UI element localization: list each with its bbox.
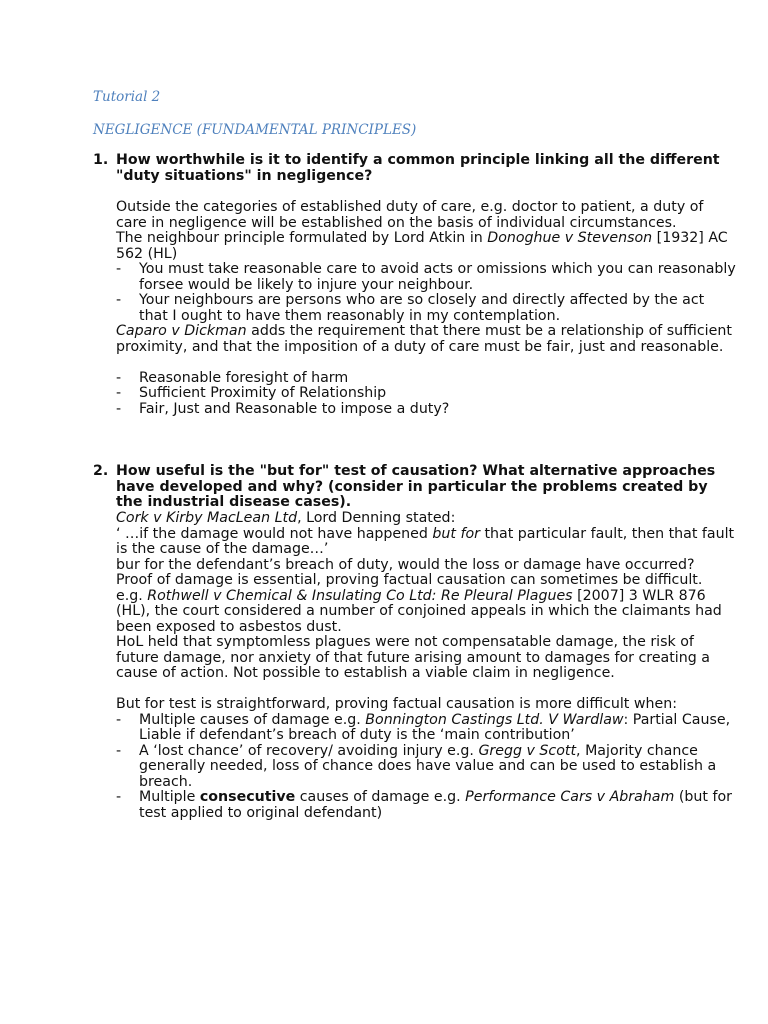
section-title: NEGLIGENCE (FUNDAMENTAL PRINCIPLES) (93, 122, 417, 138)
list-item: - Multiple causes of damage e.g. Bonnington Castings Ltd. V Wardlaw: Partial Cause, Liable if defendant’s breach of duty is the ‘main contribution’ (116, 711, 731, 743)
question-1 (93, 153, 733, 184)
answer-2 (116, 511, 736, 821)
paragraph: The neighbour principle formulated by Lord Atkin in Donoghue v Stevenson [1932] AC 562 (HL) (116, 230, 728, 262)
question-number: 2. (93, 463, 109, 479)
case-name: Donoghue v Stevenson (487, 230, 653, 246)
question-text: How worthwhile is it to identify a common principle linking all the different "duty situations" in negligence? (116, 152, 720, 184)
case-name: Bonnington Castings Ltd. V Wardlaw (365, 711, 624, 728)
case-name: Gregg v Scott (478, 742, 577, 759)
quote: ‘ …if the damage would not have happened but for that particular fault, then that fault is the cause of the damage…’ (116, 525, 735, 557)
paragraph: Cork v Kirby MacLean Ltd, Lord Denning stated: (116, 510, 456, 526)
question-number: 1. (93, 152, 109, 168)
paragraph: bur for the defendant’s breach of duty, would the loss or damage have occurred? (116, 556, 695, 573)
caparo-test-list (116, 371, 736, 418)
list-item: - Sufficient Proximity of Relationship (116, 385, 387, 401)
list-item: - Reasonable foresight of harm (116, 369, 349, 386)
paragraph: Proof of damage is essential, proving factual causation can sometimes be difficult. (116, 572, 703, 588)
neighbour-principle-list (116, 262, 736, 324)
paragraph: But for test is straightforward, proving factual causation is more difficult when: (116, 696, 677, 712)
tutorial-title: Tutorial 2 (93, 89, 161, 105)
list-item: - A ‘lost chance’ of recovery/ avoiding injury e.g. Gregg v Scott, Majority chance generally needed, loss of chance does have value and can be used to establish a breach. (116, 742, 717, 790)
list-item: - Fair, Just and Reasonable to impose a duty? (116, 400, 450, 417)
answer-1 (116, 200, 736, 417)
case-name: Performance Cars v Abraham (465, 789, 675, 805)
causation-list (116, 713, 736, 822)
case-name: Cork v Kirby MacLean Ltd (116, 510, 298, 526)
question-text: How useful is the "but for" test of causation? What alternative approaches have developed and why? (consider in particular the problems created by the industrial disease cases). (116, 463, 716, 510)
paragraph: Caparo v Dickman adds the requirement that there must be a relationship of sufficient proximity, and that the imposition of a duty of care must be fair, just and reasonable. (116, 323, 732, 355)
case-name: Rothwell v Chemical & Insulating Co Ltd: Re Pleural Plagues (147, 587, 573, 604)
list-item: - Your neighbours are persons who are so closely and directly affected by the act that I ought to have them reasonably in my contemplation. (116, 292, 705, 324)
list-item: - Multiple consecutive causes of damage e.g. Performance Cars v Abraham (but for test applied to original defendant) (116, 789, 732, 821)
case-name: Caparo v Dickman (116, 323, 247, 339)
question-2 (93, 464, 733, 511)
paragraph: HoL held that symptomless plagues were not compensatable damage, the risk of future damage, nor anxiety of that future arising amount to damages for creating a cause of action. Not possible to establish a viable claim in negligence. (116, 634, 710, 681)
paragraph: e.g. Rothwell v Chemical & Insulating Co Ltd: Re Pleural Plagues [2007] 3 WLR 876 (HL), the court considered a number of conjoined appeals in which the claimants had been exposed to asbestos dust. (116, 587, 722, 635)
list-item: - You must take reasonable care to avoid acts or omissions which you can reasonably forsee would be likely to injure your neighbour. (116, 261, 736, 293)
paragraph: Outside the categories of established duty of care, e.g. doctor to patient, a duty of care in negligence will be established on the basis of individual circumstances. (116, 199, 704, 231)
